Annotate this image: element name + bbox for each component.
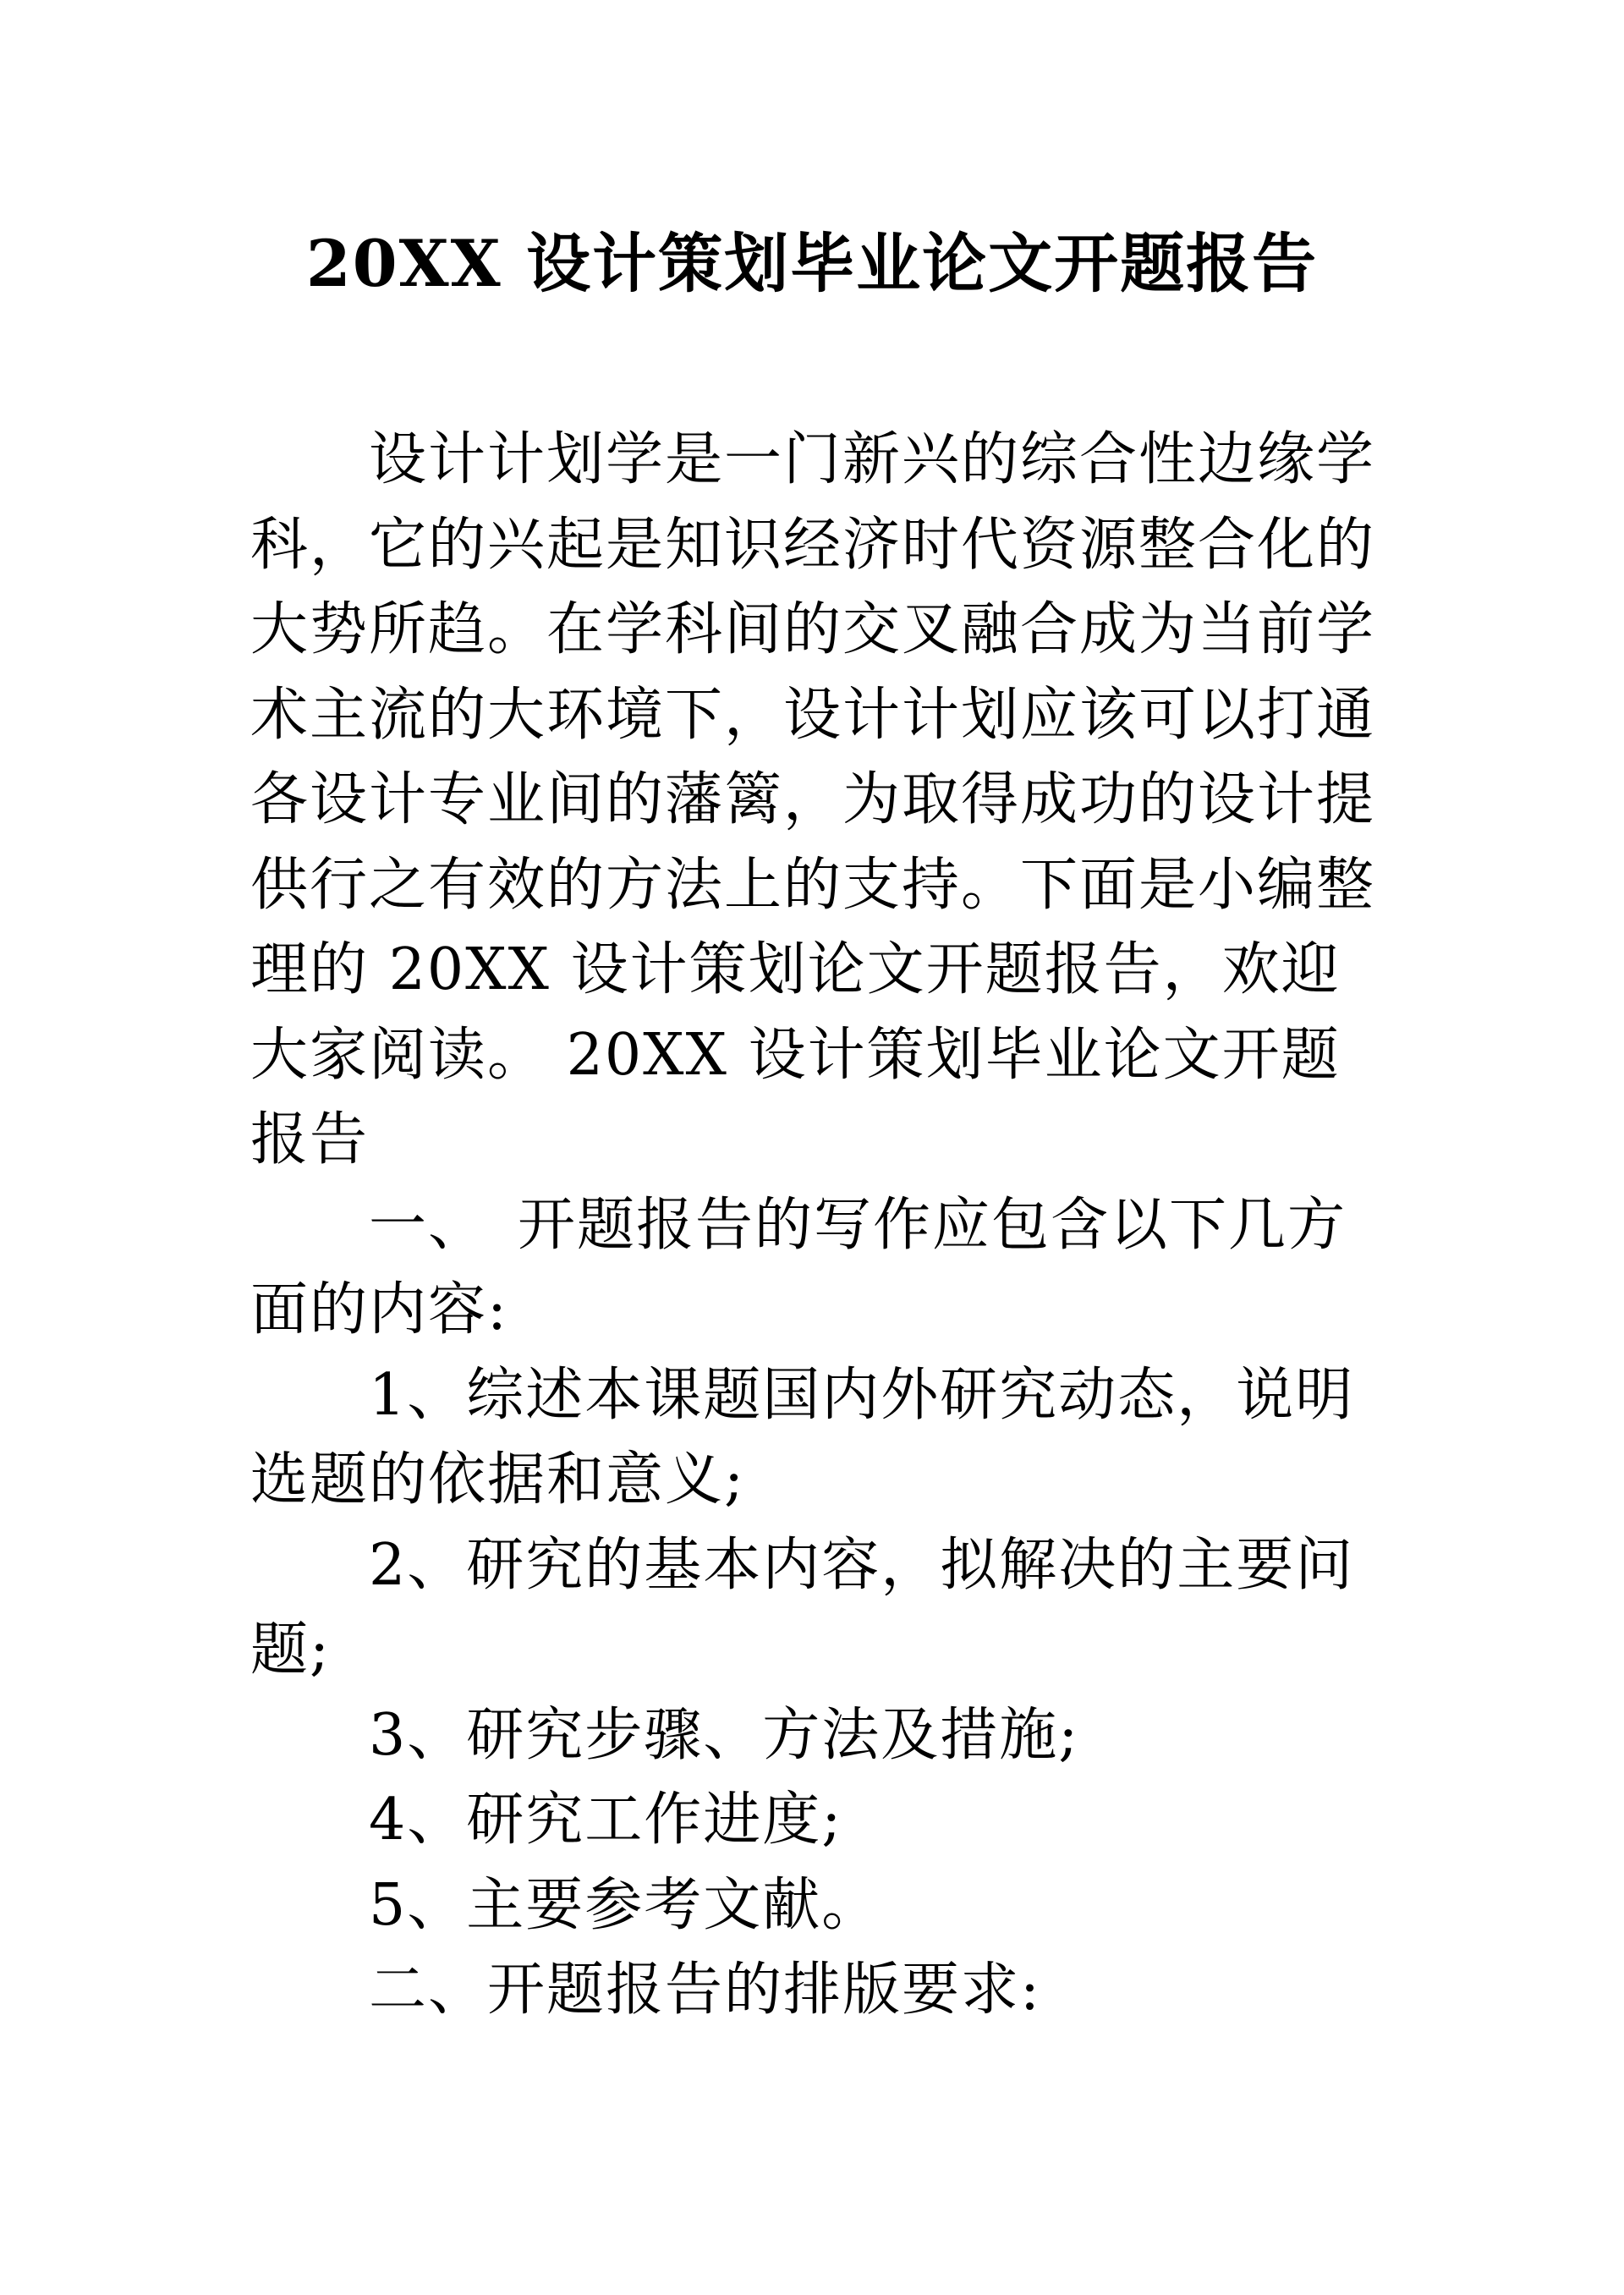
section-heading-two: 二、开题报告的排版要求: (369, 1957, 1041, 2023)
list-item-4: 4、研究工作进度; (369, 1787, 843, 1853)
list-item-2: 2、研究的基本内容，拟解决的主要问题; (250, 1531, 1355, 1683)
section-heading-one: 一、 开题报告的写作应包含以下几方面的内容: (250, 1191, 1347, 1343)
document-body (250, 418, 1384, 2034)
document-title: 20XX 设计策划毕业论文开题报告 (305, 226, 1319, 301)
intro-paragraph: 设计计划学是一门新兴的综合性边缘学科，它的兴起是知识经济时代资源整合化的大势所趋。在学科间的交叉融合成为当前学术主流的大环境下，设计计划应该可以打通各设计专业间的藩篱，为取得成功的设计提供行之有效的方法上的支持。下面是小编整理的 20XX 设计策划论文开题报告，欢迎大家阅读。 20XX 设计策划毕业论文开题报告 (250, 426, 1376, 1173)
list-item-3: 3、研究步骤、方法及措施; (369, 1701, 1080, 1769)
list-item-1: 1、综述本课题国内外研究动态，说明选题的依据和意义; (250, 1361, 1355, 1513)
list-item-5: 5、主要参考文献。 (369, 1871, 881, 1939)
